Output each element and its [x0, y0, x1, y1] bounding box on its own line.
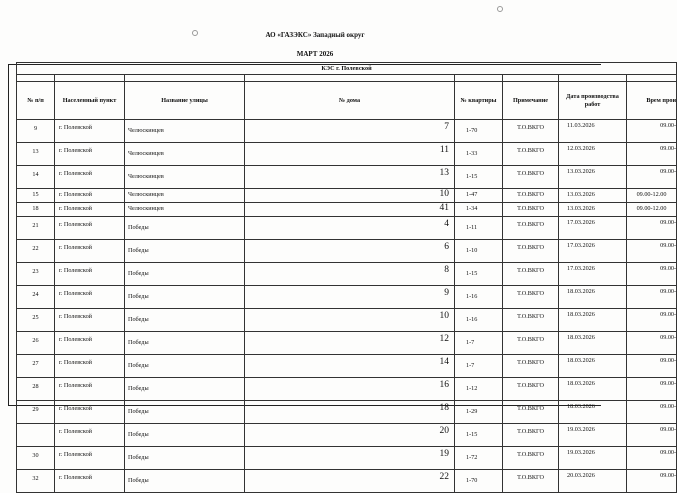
table-row [17, 286, 677, 309]
house-number-cell: 12 [245, 332, 455, 355]
column-header-apartments: № квартиры [455, 82, 503, 120]
row-number: 21 [17, 217, 55, 240]
row-number: 13 [17, 143, 55, 166]
house-number-cell: 6 [245, 240, 455, 263]
note-cell: Т.О.ВКГО [503, 263, 559, 286]
time-cell: 09.00- [627, 424, 677, 447]
note-cell: Т.О.ВКГО [503, 203, 559, 217]
note-cell: Т.О.ВКГО [503, 166, 559, 189]
note-cell: Т.О.ВКГО [503, 240, 559, 263]
row-number: 15 [17, 189, 55, 203]
column-header-row [17, 82, 677, 120]
apartments-cell: 1-7 [455, 332, 503, 355]
street-cell: Победы [125, 424, 245, 447]
town-cell: г. Полевской [55, 217, 125, 240]
street-cell: Победы [125, 378, 245, 401]
column-header-street: Название улицы [125, 82, 245, 120]
note-cell: Т.О.ВКГО [503, 309, 559, 332]
house-number-cell: 8 [245, 263, 455, 286]
house-number-cell: 22 [245, 470, 455, 493]
time-cell: 09.00- [627, 309, 677, 332]
note-cell: Т.О.ВКГО [503, 355, 559, 378]
date-cell: 18.03.2026 [559, 378, 627, 401]
house-number-cell: 13 [245, 166, 455, 189]
time-cell: 09.00- [627, 286, 677, 309]
time-cell: 09.00-12.00 [627, 189, 677, 203]
apartments-cell: 1-11 [455, 217, 503, 240]
note-cell: Т.О.ВКГО [503, 217, 559, 240]
apartments-cell: 1-34 [455, 203, 503, 217]
date-cell: 12.03.2026 [559, 143, 627, 166]
house-number-cell: 10 [245, 309, 455, 332]
apartments-cell: 1-29 [455, 401, 503, 424]
date-cell: 13.03.2026 [559, 166, 627, 189]
schedule-table [16, 62, 677, 493]
date-cell: 18.03.2026 [559, 355, 627, 378]
table-row [17, 217, 677, 240]
column-header-date: Дата производства работ [559, 82, 627, 120]
house-number-cell: 10 [245, 189, 455, 203]
note-cell: Т.О.ВКГО [503, 424, 559, 447]
apartments-cell: 1-12 [455, 378, 503, 401]
street-cell: Победы [125, 240, 245, 263]
apartments-cell: 1-70 [455, 120, 503, 143]
street-cell: Челюскинцев [125, 166, 245, 189]
date-cell: 17.03.2026 [559, 240, 627, 263]
table-row [17, 120, 677, 143]
note-cell: Т.О.ВКГО [503, 470, 559, 493]
table-row [17, 401, 677, 424]
town-cell: г. Полевской [55, 166, 125, 189]
row-number [17, 424, 55, 447]
street-cell: Челюскинцев [125, 203, 245, 217]
table-row [17, 203, 677, 217]
row-number: 27 [17, 355, 55, 378]
date-cell: 18.03.2026 [559, 332, 627, 355]
table-body [17, 120, 677, 493]
apartments-cell: 1-33 [455, 143, 503, 166]
date-cell: 18.03.2026 [559, 309, 627, 332]
table-row [17, 309, 677, 332]
time-cell: 09.00- [627, 332, 677, 355]
organization-title: АО «ГАЗЭКС» Западный округ [265, 31, 365, 39]
house-number-cell: 41 [245, 203, 455, 217]
note-cell: Т.О.ВКГО [503, 143, 559, 166]
date-cell: 13.03.2026 [559, 189, 627, 203]
row-number: 30 [17, 447, 55, 470]
row-number: 23 [17, 263, 55, 286]
table-row [17, 355, 677, 378]
date-cell: 11.03.2026 [559, 120, 627, 143]
street-cell: Победы [125, 309, 245, 332]
house-number-cell: 20 [245, 424, 455, 447]
spacer-row [17, 75, 677, 82]
apartments-cell: 1-47 [455, 189, 503, 203]
apartments-cell: 1-16 [455, 286, 503, 309]
street-cell: Победы [125, 217, 245, 240]
house-number-cell: 4 [245, 217, 455, 240]
house-number-cell: 16 [245, 378, 455, 401]
date-cell: 20.03.2026 [559, 470, 627, 493]
house-number-cell: 11 [245, 143, 455, 166]
row-number: 32 [17, 470, 55, 493]
row-number: 22 [17, 240, 55, 263]
time-cell: 09.00- [627, 447, 677, 470]
row-number: 18 [17, 203, 55, 217]
row-number: 25 [17, 309, 55, 332]
town-cell: г. Полевской [55, 470, 125, 493]
row-number: 9 [17, 120, 55, 143]
town-cell: г. Полевской [55, 240, 125, 263]
table-row [17, 189, 677, 203]
table-row [17, 378, 677, 401]
table-row [17, 240, 677, 263]
column-header-note: Примечание [503, 82, 559, 120]
table-row [17, 470, 677, 493]
time-cell: 09.00- [627, 401, 677, 424]
apartments-cell: 1-70 [455, 470, 503, 493]
date-cell: 13.03.2026 [559, 203, 627, 217]
row-number: 28 [17, 378, 55, 401]
note-cell: Т.О.ВКГО [503, 286, 559, 309]
time-cell: 09.00- [627, 120, 677, 143]
street-cell: Победы [125, 332, 245, 355]
time-cell: 09.00- [627, 470, 677, 493]
time-cell: 09.00- [627, 166, 677, 189]
note-cell: Т.О.ВКГО [503, 447, 559, 470]
table-row [17, 424, 677, 447]
apartments-cell: 1-72 [455, 447, 503, 470]
town-cell: г. Полевской [55, 424, 125, 447]
apartments-cell: 1-15 [455, 424, 503, 447]
time-cell: 09.00- [627, 143, 677, 166]
apartments-cell: 1-15 [455, 263, 503, 286]
table-row [17, 143, 677, 166]
apartments-cell: 1-15 [455, 166, 503, 189]
street-cell: Челюскинцев [125, 143, 245, 166]
note-cell: Т.О.ВКГО [503, 378, 559, 401]
street-cell: Победы [125, 263, 245, 286]
time-cell: 09.00- [627, 217, 677, 240]
apartments-cell: 1-16 [455, 309, 503, 332]
table-row [17, 166, 677, 189]
town-cell: г. Полевской [55, 189, 125, 203]
time-cell: 09.00- [627, 240, 677, 263]
table-row [17, 447, 677, 470]
row-number: 29 [17, 401, 55, 424]
street-cell: Победы [125, 470, 245, 493]
street-cell: Челюскинцев [125, 120, 245, 143]
town-cell: г. Полевской [55, 203, 125, 217]
date-cell: 18.03.2026 [559, 286, 627, 309]
date-cell: 18.03.2026 [559, 401, 627, 424]
town-cell: г. Полевской [55, 332, 125, 355]
town-cell: г. Полевской [55, 120, 125, 143]
column-header-num: № п/п [17, 82, 55, 120]
house-number-cell: 14 [245, 355, 455, 378]
street-cell: Победы [125, 286, 245, 309]
note-cell: Т.О.ВКГО [503, 332, 559, 355]
section-title-row [17, 63, 677, 75]
column-header-time: Врем прои [627, 82, 677, 120]
scan-mark-icon [497, 6, 503, 12]
house-number-cell: 18 [245, 401, 455, 424]
note-cell: Т.О.ВКГО [503, 189, 559, 203]
table-row [17, 332, 677, 355]
house-number-cell: 19 [245, 447, 455, 470]
row-number: 14 [17, 166, 55, 189]
house-number-cell: 9 [245, 286, 455, 309]
town-cell: г. Полевской [55, 263, 125, 286]
column-header-house: № дома [245, 82, 455, 120]
town-cell: г. Полевской [55, 401, 125, 424]
scan-mark-icon [192, 30, 198, 36]
row-number: 24 [17, 286, 55, 309]
date-cell: 19.03.2026 [559, 424, 627, 447]
street-cell: Победы [125, 447, 245, 470]
note-cell: Т.О.ВКГО [503, 401, 559, 424]
time-cell: 09.00- [627, 355, 677, 378]
section-title: КЭС г. Полевской [17, 63, 677, 75]
town-cell: г. Полевской [55, 447, 125, 470]
apartments-cell: 1-10 [455, 240, 503, 263]
row-number: 26 [17, 332, 55, 355]
street-cell: Победы [125, 401, 245, 424]
house-number-cell: 7 [245, 120, 455, 143]
column-header-town: Населенный пункт [55, 82, 125, 120]
note-cell: Т.О.ВКГО [503, 120, 559, 143]
town-cell: г. Полевской [55, 378, 125, 401]
time-cell: 09.00- [627, 263, 677, 286]
street-cell: Победы [125, 355, 245, 378]
time-cell: 09.00- [627, 378, 677, 401]
town-cell: г. Полевской [55, 143, 125, 166]
date-cell: 17.03.2026 [559, 263, 627, 286]
town-cell: г. Полевской [55, 309, 125, 332]
town-cell: г. Полевской [55, 286, 125, 309]
month-title: МАРТ 2026 [296, 50, 334, 58]
table-row [17, 263, 677, 286]
town-cell: г. Полевской [55, 355, 125, 378]
street-cell: Челюскинцев [125, 189, 245, 203]
apartments-cell: 1-7 [455, 355, 503, 378]
time-cell: 09.00-12.00 [627, 203, 677, 217]
date-cell: 19.03.2026 [559, 447, 627, 470]
date-cell: 17.03.2026 [559, 217, 627, 240]
